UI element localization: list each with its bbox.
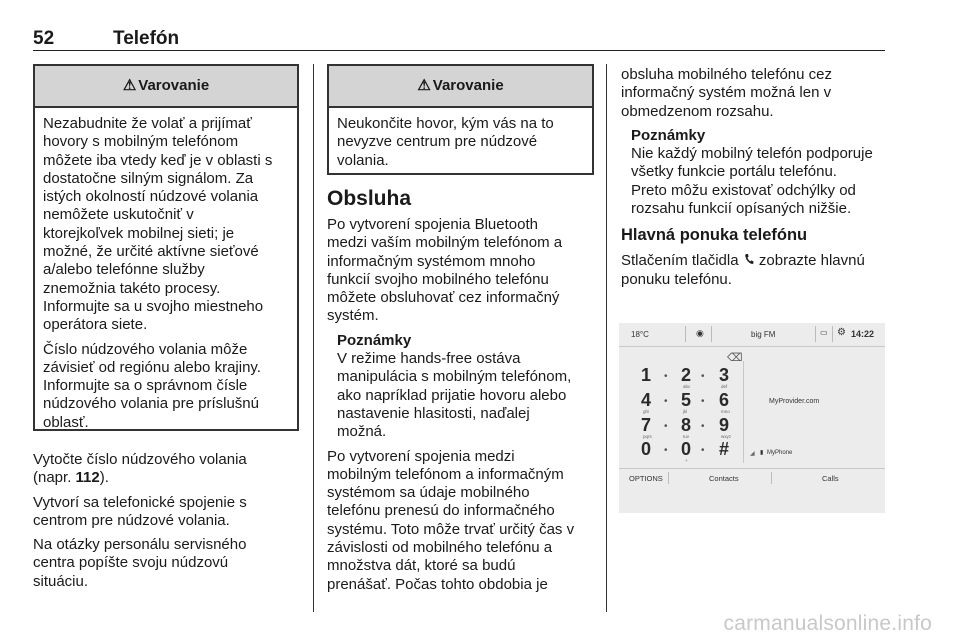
text-fragment: (napr. [33, 469, 76, 487]
warning-header [329, 66, 592, 108]
subsection-heading: Hlavná ponuka telefónu [621, 226, 808, 245]
paragraph [327, 448, 602, 594]
warning-box-hangup [327, 64, 594, 175]
column-divider-1 [313, 64, 314, 612]
text-line: istých okolností núdzové volania [43, 188, 259, 206]
message-icon: ▭ [820, 328, 828, 337]
text-line: a/alebo telefónne služby [43, 261, 205, 279]
clock: 14:22 [851, 329, 875, 339]
text-line: všetky funkcie portálu telefónu. [631, 163, 837, 181]
text-line: centra popíšte svoju núdzovú [33, 554, 229, 572]
bottom-divider [668, 472, 669, 484]
text-line: môžete iba vtedy keď je v oblasti s [43, 151, 273, 169]
status-divider [815, 326, 816, 342]
text-line: Na otázky personálu servisného [33, 536, 247, 554]
warning-triangle-icon: ⚠ [417, 77, 431, 94]
key-separator: • [701, 421, 705, 432]
key-3[interactable]: 3 [719, 365, 730, 385]
key-6-letters: mno [721, 409, 730, 414]
key-8[interactable]: 8 [681, 415, 692, 435]
text-line: znemožnia takéto procesy. [43, 279, 221, 297]
key-5[interactable]: 5 [681, 390, 692, 410]
text-line: situáciu. [33, 572, 89, 590]
paragraph [33, 451, 303, 488]
text-line: telefónu prenesú do informačného [327, 502, 555, 520]
paragraph [33, 536, 303, 591]
phone-name: MyPhone [767, 450, 793, 456]
warning-title: Varovanie [432, 77, 504, 94]
key-9-letters: wxyz [721, 434, 731, 439]
text-line: ako napríklad prijatie hovoru alebo [337, 386, 567, 404]
warning-title: Varovanie [138, 77, 210, 94]
note-block [621, 127, 891, 218]
key-4[interactable]: 4 [641, 390, 652, 410]
text-line: Preto môžu existovať odchýlky od [631, 181, 856, 199]
text-line: možné, že určité aktívne sieťové [43, 243, 259, 261]
status-divider [711, 326, 712, 342]
note-block [327, 332, 602, 442]
column-3-text [621, 66, 891, 295]
text-line: obsluha mobilného telefónu cez [621, 66, 832, 83]
signal-icon: ◢ [750, 451, 755, 457]
bottom-divider [771, 472, 772, 484]
paragraph [621, 66, 891, 121]
text-line: ktorejkoľvek mobilnej sieti; je [43, 224, 235, 242]
text-line: nastavenie hlasitosti, naďalej [337, 404, 530, 422]
text-fragment: ). [99, 469, 109, 487]
key-0[interactable]: 0 [681, 439, 692, 459]
text-line: nevyzve centrum pre núdzové [337, 133, 538, 151]
location-icon: ◉ [696, 328, 704, 338]
text-line: manipulácia s mobilným telefónom, [337, 368, 572, 386]
key-separator: • [664, 396, 668, 407]
provider-name: MyProvider.com [769, 398, 820, 405]
text-line: môžete obsluhovať cez informačný [327, 289, 560, 307]
column-divider-2 [606, 64, 607, 612]
contacts-button[interactable]: Contacts [709, 474, 739, 483]
text-line: obmedzenom rozsahu. [621, 102, 774, 120]
column-2-text [327, 186, 602, 600]
text-line: volania. [337, 151, 389, 169]
text-line: dostatočne silným signálom. Za [43, 169, 254, 187]
text-line: V režime hands-free ostáva [337, 350, 521, 368]
text-line: ponuku telefónu. [621, 270, 732, 288]
note-title: Poznámky [631, 126, 706, 144]
options-button[interactable]: OPTIONS [629, 474, 663, 483]
warning-header [35, 66, 297, 108]
backspace-icon[interactable]: ⌫ [727, 352, 743, 364]
text-line: množstva dát, ktoré sa budú [327, 557, 516, 575]
text-line: Informujte sa u svojho miestneho [43, 297, 264, 315]
text-line: závisieť od regiónu alebo krajiny. [43, 358, 261, 376]
text-line: Vytočte číslo núdzového volania [33, 451, 247, 468]
key-3-letters: def [721, 384, 728, 389]
watermark: carmanualsonline.info [723, 612, 932, 635]
screen-status-bar [619, 323, 885, 347]
key-7[interactable]: 7 [641, 415, 652, 435]
text-line: možná. [337, 423, 387, 441]
settings-gear-icon: ⚙ [837, 327, 846, 338]
status-divider [685, 326, 686, 342]
key-8-letters: tuv [683, 434, 690, 439]
header-divider [33, 50, 885, 51]
key-1[interactable]: 1 [641, 365, 652, 385]
text-fragment: zobrazte hlavnú [754, 252, 865, 270]
text-line: informačný systém možná len v [621, 84, 832, 102]
text-line: Nie každý mobilný telefón podporuje [631, 145, 873, 163]
key-separator: • [701, 445, 705, 456]
text-line: medzi vaším mobilným telefónom a [327, 234, 563, 252]
text-line: Vytvorí sa telefonické spojenie s [33, 493, 247, 511]
text-line: prenášať. Počas tohto obdobia je [327, 575, 548, 593]
text-line: operátora siete. [43, 316, 148, 334]
text-line: mobilným telefónom a informačným [327, 465, 564, 483]
text-line: Číslo núdzového volania môže [43, 340, 248, 358]
station-name: big FM [751, 330, 776, 339]
key-separator: • [701, 371, 705, 382]
text-line: rozsahu funkcií opísaných nižšie. [631, 200, 852, 218]
text-line: Informujte sa o správnom čísle [43, 377, 248, 395]
key-separator: • [664, 421, 668, 432]
key-7-letters: pqrs [643, 434, 652, 439]
key-hash[interactable]: # [719, 439, 730, 459]
note-title: Poznámky [337, 331, 412, 349]
warning-triangle-icon: ⚠ [122, 77, 137, 94]
page-number: 52 [33, 28, 55, 49]
screen-bottom-bar [619, 468, 885, 487]
key-5-letters: jkl [683, 409, 688, 414]
phone-screen-image [619, 323, 885, 513]
warning-paragraph [43, 115, 289, 335]
key-2-letters: abc [683, 384, 691, 389]
phone-icon: ▮ [760, 450, 764, 456]
text-line: hovory s mobilným telefónom [43, 133, 239, 151]
text-line: Po vytvorení spojenia medzi [327, 447, 515, 465]
text-line: systému. Toto môže trvať určitý čas v [327, 520, 575, 538]
warning-paragraph [43, 341, 289, 432]
key-0-left[interactable]: 0 [641, 439, 652, 459]
text-fragment: Stlačením tlačidla [621, 252, 743, 270]
column-1-text [33, 451, 303, 597]
phone-handset-icon [743, 252, 755, 270]
paragraph [621, 252, 891, 289]
text-line: Neukončite hovor, kým vás na to [337, 115, 554, 132]
key-2[interactable]: 2 [681, 365, 692, 385]
page-header [33, 28, 885, 50]
text-line: oblasť. [43, 413, 89, 431]
key-separator: • [701, 396, 705, 407]
key-0-letters: + [685, 458, 688, 463]
section-heading: Obsluha [327, 187, 412, 210]
text-line: závislosti od mobilného telefónu a [327, 539, 553, 557]
calls-button[interactable]: Calls [822, 474, 839, 483]
key-separator: • [664, 371, 668, 382]
status-divider [832, 326, 833, 342]
temperature: 18°C [631, 330, 649, 339]
warning-box-emergency [33, 64, 299, 431]
key-6[interactable]: 6 [719, 390, 730, 410]
paragraph [33, 494, 303, 531]
warning-body [329, 108, 592, 170]
text-line: informačným systémom mnoho [327, 252, 536, 270]
text-line: systém. [327, 307, 379, 325]
text-line: funkcií svojho mobilného telefónu [327, 270, 549, 288]
keypad-divider [743, 361, 744, 463]
key-separator: • [664, 445, 668, 456]
key-4-letters: ghi [643, 409, 650, 414]
paragraph [327, 216, 602, 326]
text-line: núdzového volania pre príslušnú [43, 395, 259, 413]
text-line: nemôžete uskutočniť v [43, 206, 194, 224]
text-line: Po vytvorení spojenia Bluetooth [327, 216, 538, 233]
text-line: centrom pre núdzové volania. [33, 511, 230, 529]
text-line: systémom sa údaje mobilného [327, 484, 530, 502]
text-line: Nezabudnite že volať a prijímať [43, 115, 252, 132]
warning-paragraph [337, 115, 584, 170]
emergency-number: 112 [75, 469, 100, 487]
warning-body [35, 108, 297, 432]
key-9[interactable]: 9 [719, 415, 730, 435]
chapter-title: Telefón [113, 28, 180, 49]
